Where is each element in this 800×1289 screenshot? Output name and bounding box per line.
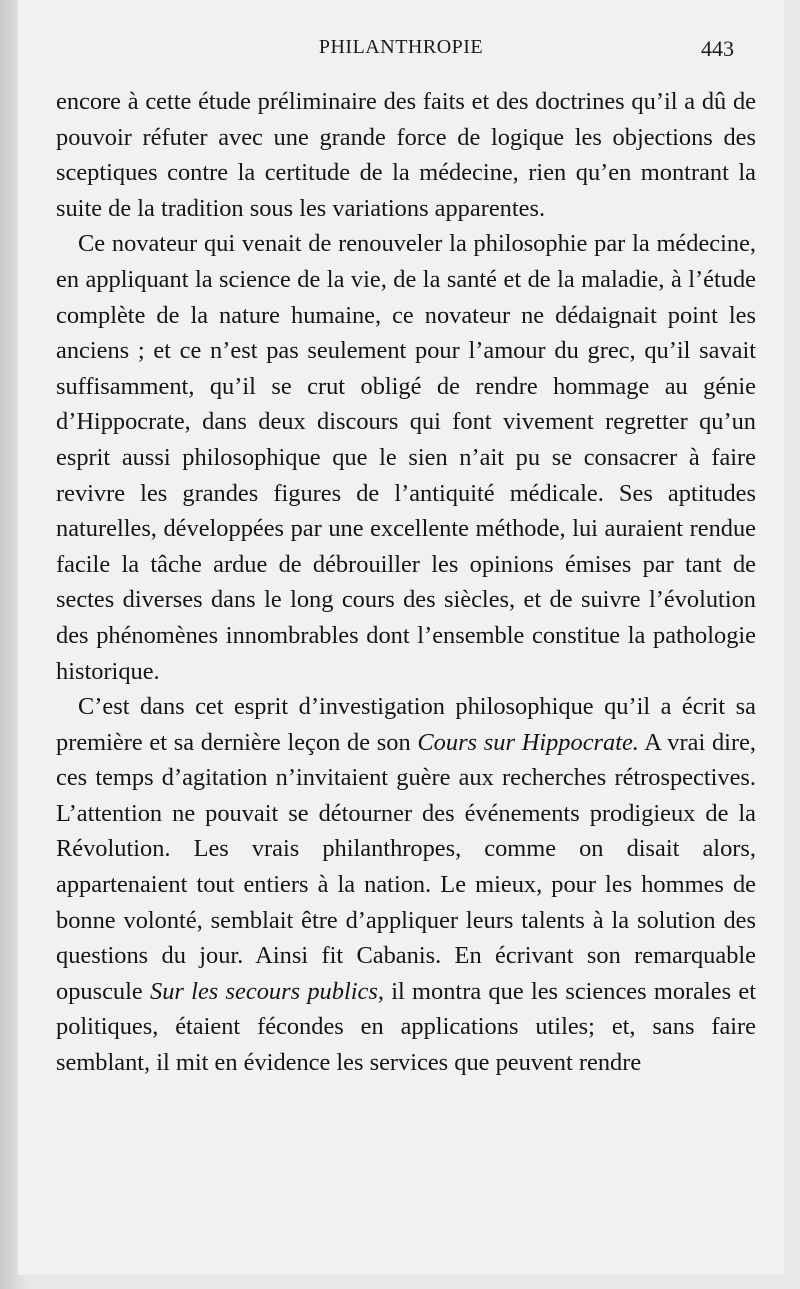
paragraph-3 (56, 689, 756, 1081)
paragraph-3-text-b: A vrai dire, ces temps d’agitation n’invitaient guère aux recherches rétrospectives. L’attention ne pouvait se détourner des événements prodigieux de la Révolution. Les vrais philanthropes, comme on disait alors, appartenaient tout entiers à la nation. Le mieux, pour les hommes de bonne volonté, semblait être d’appliquer leurs talents à la solution des questions du jour. Ainsi fit Cabanis. En écrivant son remarquable opuscule (56, 728, 756, 1005)
running-title: PHILANTHROPIE (318, 36, 484, 58)
paragraph-2: Ce novateur qui venait de renouveler la philosophie par la médecine, en appliquant la science de la vie, de la santé et de la maladie, à l’étude complète de la nature humaine, ce novateur ne dédaignait point les anciens ; et ce n’est pas seulement pour l’amour du grec, qu’il savait suffisamment, qu’il se crut obligé de rendre hommage au génie d’Hippocrate, dans deux discours qui font vivement regretter qu’un esprit aussi philosophique que le sien n’ait pu se consacrer à faire revivre les grandes figures de l’antiquité médicale. Ses aptitudes naturelles, développées par une excellente méthode, lui auraient rendue facile la tâche ardue de débrouiller les opinions émises par tant de sectes diverses dans le long cours des siècles, et de suivre l’évolution des phénomènes innombrables dont l’ensemble constitue la pathologie historique. (56, 230, 756, 685)
body-text (56, 84, 756, 1081)
paragraph-1: encore à cette étude préliminaire des faits et des doctrines qu’il a dû de pouvoir réfuter avec une grande force de logique les objections des sceptiques contre la certitude de la médecine, rien qu’en montrant la suite de la tradition sous les variations apparentes. (56, 88, 756, 222)
book-title-secours-publics: Sur les secours publics, (150, 977, 384, 1005)
book-title-cours-sur-hippocrate: Cours sur Hippocrate. (417, 728, 639, 756)
paragraph-3-text-c: il montra que les sciences morales et politiques, étaient fécondes en applications utiles; et, sans faire semblant, il mit en évidence les services que peuvent rendre (56, 977, 756, 1077)
book-page (18, 0, 784, 1275)
page-number: 443 (701, 36, 734, 61)
running-head (18, 36, 784, 64)
paragraph-3-text-a: C’est dans cet esprit d’investigation philosophique qu’il a écrit sa première et sa dernière leçon de son (56, 693, 756, 756)
